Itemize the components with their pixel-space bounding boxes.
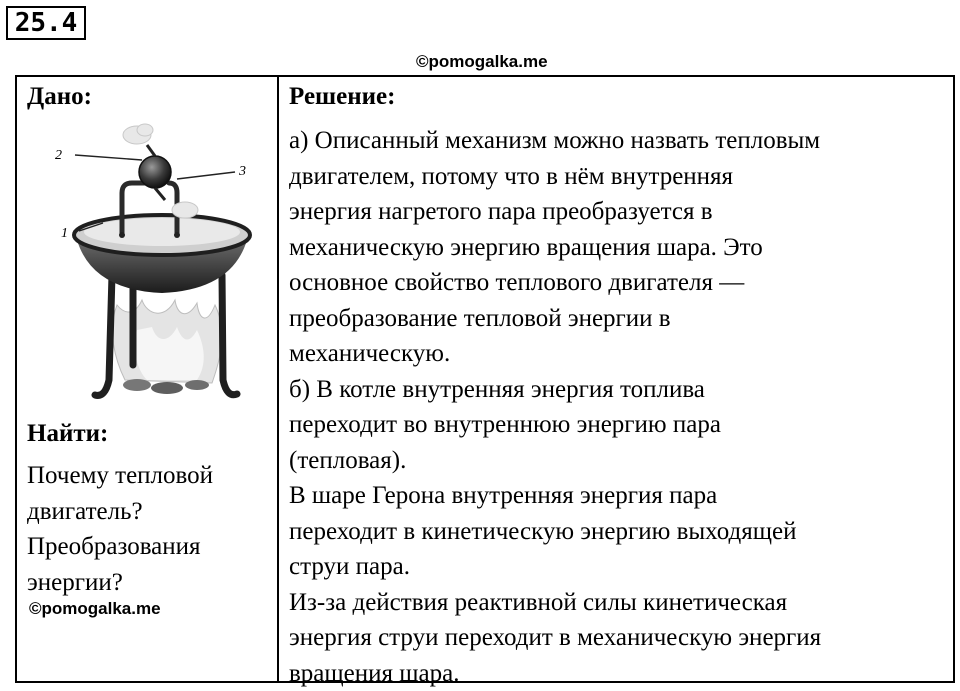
solution-line: (тепловая). [289, 443, 951, 479]
solution-heading: Решение: [289, 83, 395, 111]
find-line: двигатель? [27, 494, 272, 530]
solution-line: вращения шара. [289, 656, 951, 691]
find-heading: Найти: [27, 420, 108, 448]
solution-line: преобразование тепловой энергии в [289, 301, 951, 337]
solution-line: Из-за действия реактивной силы кинетическая [289, 585, 951, 621]
find-text [27, 458, 272, 600]
problem-number: 25.4 [6, 6, 86, 40]
heron-engine-illustration [37, 115, 262, 410]
solution-line: а) Описанный механизм можно назвать тепловым [289, 123, 951, 159]
solution-line: энергия нагретого пара преобразуется в [289, 194, 951, 230]
solution-line: основное свойство теплового двигателя — [289, 265, 951, 301]
watermark-left: ©pomogalka.me [29, 599, 161, 619]
given-column [17, 77, 277, 681]
find-line: энергии? [27, 565, 272, 601]
figure-label-3: 3 [238, 164, 246, 179]
solution-line: механическую. [289, 336, 951, 372]
solution-line: двигателем, потому что в нём внутренняя [289, 159, 951, 195]
watermark-top: ©pomogalka.me [416, 52, 548, 72]
solution-body [289, 123, 951, 691]
solution-line: энергия струи переходит в механическую энергия [289, 620, 951, 656]
solution-column [279, 77, 951, 681]
heron-ball [139, 156, 171, 188]
solution-line: В шаре Герона внутренняя энергия пара [289, 478, 951, 514]
solution-table [15, 75, 955, 683]
find-line: Почему тепловой [27, 458, 272, 494]
figure-label-2: 2 [55, 148, 62, 163]
solution-line: механическую энергию вращения шара. Это [289, 230, 951, 266]
given-heading: Дано: [27, 83, 92, 111]
solution-line: переходит в кинетическую энергию выходящей [289, 514, 951, 550]
solution-line: б) В котле внутренняя энергия топлива [289, 372, 951, 408]
flame-shape [112, 300, 222, 383]
solution-line: переходит во внутреннюю энергию пара [289, 407, 951, 443]
find-line: Преобразования [27, 529, 272, 565]
solution-line: струи пара. [289, 549, 951, 585]
figure-label-1: 1 [61, 226, 68, 241]
